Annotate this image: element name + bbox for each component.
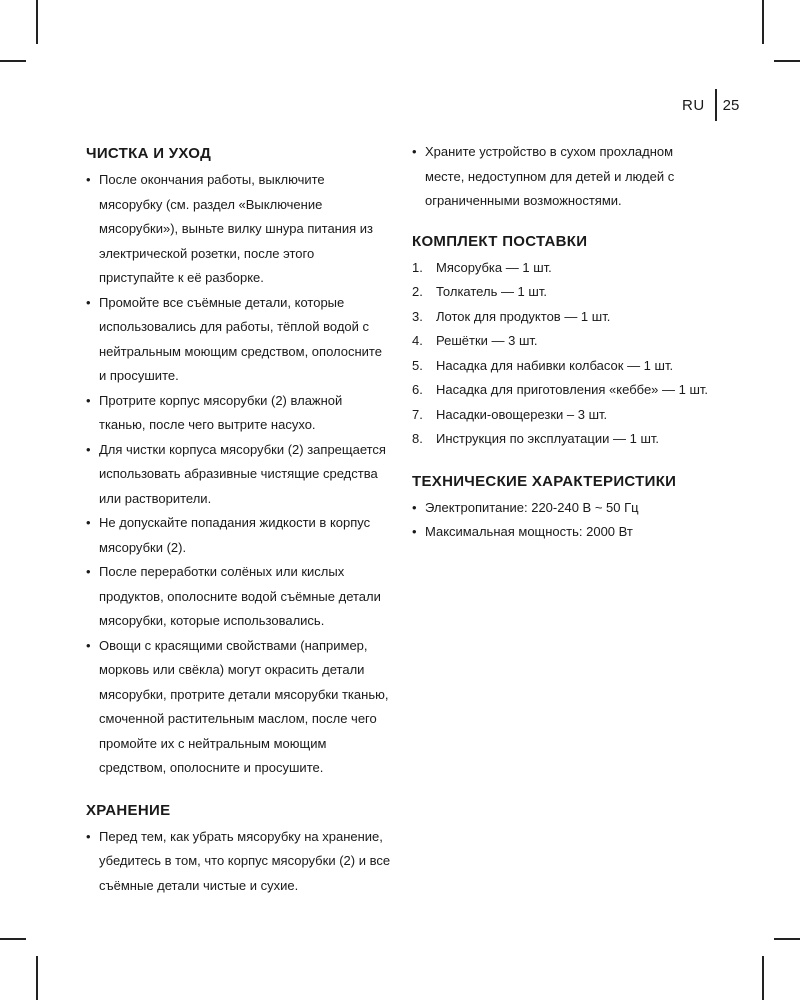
item-number: 5. <box>412 357 423 373</box>
list-item: • После переработки солёных или кислых продуктов, ополосните водой съёмные детали мясорубки, которые использовались. <box>86 560 391 634</box>
list-item: • После окончания работы, выключите мясорубку (см. раздел «Выключение мясорубки»), выньте вилку шнура питания из электрической розетки, после этого приступайте к её разборке. <box>86 168 391 291</box>
language-label: RU <box>682 96 705 114</box>
list-item <box>412 354 712 379</box>
list-item: • Максимальная мощность: 2000 Вт <box>412 520 712 545</box>
list-item: • Не допускайте попадания жидкости в корпус мясорубки (2). <box>86 511 391 560</box>
right-column <box>412 140 712 545</box>
list-item <box>412 427 712 452</box>
list-item <box>412 329 712 354</box>
crop-mark <box>36 956 38 1000</box>
item-text: Решётки — 3 шт. <box>436 333 538 348</box>
crop-mark <box>0 60 26 62</box>
list-item <box>412 378 712 403</box>
item-number: 6. <box>412 382 423 397</box>
crop-mark <box>774 938 800 940</box>
cleaning-list <box>86 168 391 781</box>
list-item: • Для чистки корпуса мясорубки (2) запрещается использовать абразивные чистящие средства или растворители. <box>86 438 391 512</box>
item-number: 7. <box>412 406 423 422</box>
page-number: 25 <box>722 96 740 114</box>
item-text: Насадка для приготовления «кеббе» — 1 шт. <box>436 382 709 397</box>
item-text: Мясорубка — 1 шт. <box>436 259 552 275</box>
package-list <box>412 256 712 452</box>
page-header <box>682 90 739 120</box>
crop-mark <box>36 0 38 44</box>
list-item: • Электропитание: 220-240 В ~ 50 Гц <box>412 496 712 521</box>
list-item: • Перед тем, как убрать мясорубку на хранение, убедитесь в том, что корпус мясорубки (2) и все съёмные детали чистые и сухие. <box>86 825 391 899</box>
list-item <box>412 305 712 330</box>
specs-list <box>412 496 712 545</box>
section-title-storage: ХРАНЕНИЕ <box>86 801 171 819</box>
section-title-package: КОМПЛЕКТ ПОСТАВКИ <box>412 232 588 250</box>
list-item: • Промойте все съёмные детали, которые использовались для работы, тёплой водой с нейтральным моющим средством, ополосните и просушите. <box>86 291 391 389</box>
item-text: Лоток для продуктов — 1 шт. <box>436 308 611 324</box>
list-item: • Протрите корпус мясорубки (2) влажной тканью, после чего вытрите насухо. <box>86 389 391 438</box>
list-item <box>412 403 712 428</box>
list-item: • Овощи с красящими свойствами (например, морковь или свёкла) могут окрасить детали мясорубки, протрите детали мясорубки тканью, смоченной растительным маслом, после чего промойте их с нейтральным моющим средством, ополосните и просушите. <box>86 634 391 781</box>
crop-mark <box>762 0 764 44</box>
left-column <box>86 140 391 898</box>
crop-mark <box>774 60 800 62</box>
item-number: 8. <box>412 431 423 446</box>
item-text: Инструкция по эксплуатации — 1 шт. <box>436 431 660 446</box>
item-number: 4. <box>412 333 423 348</box>
item-text: Насадки-овощерезки – 3 шт. <box>436 406 608 422</box>
crop-mark <box>762 956 764 1000</box>
header-divider <box>715 89 717 121</box>
crop-mark <box>0 938 26 940</box>
item-number: 1. <box>412 259 423 275</box>
item-number: 3. <box>412 308 423 324</box>
item-number: 2. <box>412 284 423 299</box>
item-text: Насадка для набивки колбасок — 1 шт. <box>436 357 674 373</box>
section-title-specs: ТЕХНИЧЕСКИЕ ХАРАКТЕРИСТИКИ <box>412 472 677 490</box>
section-title-cleaning: ЧИСТКА И УХОД <box>86 145 212 162</box>
list-item: • Храните устройство в сухом прохладном месте, недоступном для детей и людей с ограниченными возможностями. <box>412 140 712 214</box>
list-item <box>412 256 712 281</box>
item-text: Толкатель — 1 шт. <box>436 284 547 299</box>
list-item <box>412 280 712 305</box>
storage-list-continued <box>412 140 712 214</box>
storage-list <box>86 825 391 899</box>
